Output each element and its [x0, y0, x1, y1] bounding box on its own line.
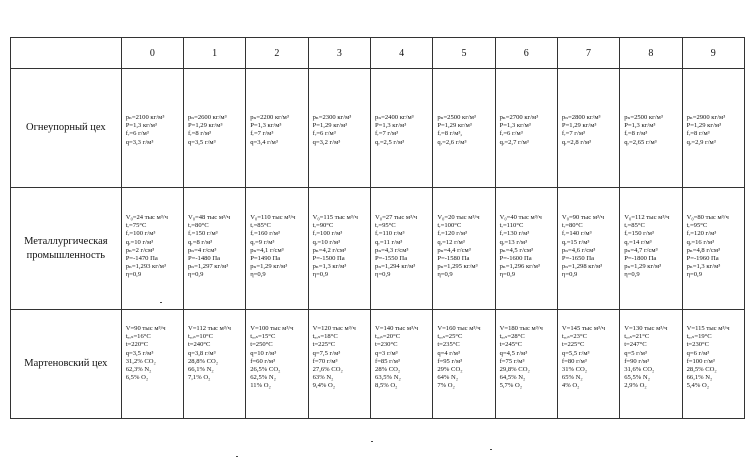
- parameter-line: 65% N₂: [561, 374, 583, 382]
- parameter-line: fᵣ=160 г/м³: [250, 230, 280, 238]
- parameter-line: fᵣ=110 г/м³: [375, 230, 405, 238]
- parameter-line: pₙ=1,29 кг/м³: [250, 263, 288, 271]
- data-cell-variant-0: [121, 310, 183, 419]
- data-cell-variant-4: [371, 310, 433, 419]
- parameter-line: qᵣ=14 г/м³: [624, 238, 652, 246]
- parameter-line: η=0,9: [561, 271, 578, 279]
- parameter-line: qᵣ=2,5 г/м³: [375, 138, 405, 146]
- parameter-line: tᵣ=95°C: [686, 222, 708, 230]
- parameter-line: 63% N₂: [312, 374, 334, 382]
- parameter-line: 31,6% CO₂: [624, 366, 655, 374]
- parameter-line: q=3,3 г/м³: [125, 138, 154, 146]
- scan-speck: [160, 302, 162, 303]
- parameter-line: tₐₒₛ=25°C: [437, 333, 463, 341]
- cell-parameters: [624, 310, 681, 391]
- parameter-line: 29% CO₂: [437, 366, 463, 374]
- cell-parameters: [562, 188, 619, 280]
- parameter-line: q=3,4 г/м³: [250, 138, 278, 146]
- parameter-line: V₀=48 тыс м³/ч: [187, 214, 231, 221]
- row-label: [11, 310, 122, 419]
- parameter-line: 11% O₂: [250, 382, 271, 390]
- data-cell-variant-5: [433, 188, 495, 310]
- parameter-line: q=3 г/м³: [375, 349, 398, 357]
- parameter-line: 29,8% CO₂: [499, 366, 530, 374]
- parameter-line: V=140 тыс м³/ч: [375, 325, 419, 332]
- parameter-line: η=0,9: [624, 271, 640, 279]
- header-variant-5: 5: [433, 38, 495, 69]
- parameter-line: 65,5% N₂: [624, 374, 650, 382]
- parameter-line: tᵣ=110°C: [499, 222, 524, 230]
- header-variant-8: 8: [620, 38, 682, 69]
- parameter-line: η=0,9: [499, 271, 516, 279]
- cell-parameters: [313, 188, 370, 280]
- parameter-line: tₐₒₛ=20°C: [375, 333, 401, 341]
- parameter-line: qᵣ=10 г/м³: [125, 238, 154, 246]
- parameter-line: pₙ=4 г/см³: [187, 246, 217, 254]
- parameter-line: tₐₒₛ=19°C: [686, 333, 712, 341]
- parameter-line: V=90 тыс м³/ч: [125, 325, 166, 332]
- parameter-line: P=-1580 Па: [437, 255, 470, 263]
- data-cell-variant-2: [246, 310, 308, 419]
- parameter-line: P=1,3 кг/м³: [125, 122, 157, 130]
- table-body: [11, 38, 745, 419]
- data-cell-variant-2: [246, 188, 308, 310]
- parameter-line: qᵣ=2,9 г/м³: [686, 138, 716, 146]
- open-hearth-shop-row: [11, 310, 745, 419]
- data-cell-variant-4: [371, 188, 433, 310]
- parameter-line: fᵣ=8 г/м³,: [437, 130, 463, 138]
- parameter-line: tᵣ=95°C: [375, 222, 396, 230]
- parameter-line: t=220°C: [125, 341, 149, 349]
- parameter-line: 4% O₂: [561, 382, 580, 390]
- scan-speck: [371, 441, 373, 442]
- parameter-line: fᵣ=130 г/м³: [499, 230, 530, 238]
- parameter-line: P=1,3 кг/м³: [250, 122, 282, 130]
- parameter-line: pₙ=2100 кг/м³: [125, 114, 165, 121]
- data-cell-variant-0: [121, 188, 183, 310]
- parameter-line: tᵣ=80°C: [187, 222, 209, 230]
- parameter-line: 28% CO₂: [375, 366, 401, 374]
- row-label-line: промышленность: [26, 249, 106, 261]
- parameter-line: V₀=40 тыс м³/ч: [499, 214, 542, 221]
- parameter-line: t=230°C: [375, 341, 398, 349]
- parameter-line: P=1490 Па: [250, 255, 281, 263]
- parameter-line: q=4,5 г/м³: [499, 349, 528, 357]
- parameter-line: pₙ=2 г/см³: [125, 246, 155, 254]
- parameter-line: η=0,9: [250, 271, 266, 279]
- cell-parameters: [562, 310, 619, 391]
- parameter-line: V=120 тыс м³/ч: [312, 325, 356, 332]
- parameter-line: q=5 г/м³: [624, 349, 647, 357]
- parameter-line: 7,1% O₂: [187, 374, 211, 382]
- parameter-line: pₙ=4,8 г/см³: [686, 246, 720, 254]
- parameter-line: η=0,9: [187, 271, 204, 279]
- parameter-line: 62,3% N₂: [125, 366, 152, 374]
- parameter-line: t=247°C: [624, 341, 647, 349]
- parameter-line: pₙ=4,2 г/см³: [312, 246, 346, 254]
- parameter-line: tᵣ=85°C: [624, 222, 645, 230]
- parameter-line: V=145 тыс м³/ч: [561, 325, 606, 332]
- parameter-line: fᵣ=140 г/м³: [561, 230, 592, 238]
- refractory-shop-row: [11, 69, 745, 188]
- parameter-line: 66,1% N₂: [187, 366, 214, 374]
- data-cell-variant-5: [433, 69, 495, 188]
- data-cell-variant-9: [682, 310, 744, 419]
- data-cell-variant-6: [495, 69, 557, 188]
- cell-parameters: [188, 69, 245, 147]
- parameter-line: V=112 тыс м³/ч: [187, 325, 231, 332]
- header-variant-0: 0: [121, 38, 183, 69]
- cell-parameters: [126, 310, 183, 382]
- data-cell-variant-9: [682, 188, 744, 310]
- parameter-line: pₙ=1,3 кг/м³: [686, 263, 721, 271]
- parameter-line: qᵣ=2,65 г/м³: [624, 138, 657, 146]
- parameter-line: pₙ=4,1 г/см³: [250, 246, 284, 254]
- parameter-line: P=-1960 Па: [686, 255, 719, 263]
- metallurgy-row: [11, 188, 745, 310]
- parameter-line: t=225°C: [561, 341, 585, 349]
- parameter-line: fᵣ=7 г/м³: [250, 130, 274, 138]
- parameter-line: qᵣ=2,6 г/м³: [437, 138, 467, 146]
- parameter-line: P=1,29 кг/м³: [312, 122, 348, 130]
- parameter-line: f=70 г/м³: [312, 357, 338, 365]
- cell-parameters: [126, 188, 183, 280]
- parameter-line: tₐₒₛ=28°C: [499, 333, 525, 341]
- parameter-line: f=60 г/м³: [250, 357, 276, 365]
- parameter-line: V=115 тыс м³/ч: [686, 325, 730, 332]
- parameter-line: P=-1470 Па: [125, 255, 158, 263]
- parameter-line: 31% CO₂: [561, 366, 588, 374]
- parameter-line: 28,5% CO₂: [686, 366, 717, 374]
- cell-parameters: [624, 69, 681, 147]
- cell-parameters: [313, 310, 370, 391]
- parameter-line: pₙ=1,296 кг/м³: [499, 263, 540, 271]
- parameter-line: f=95 г/м³: [437, 357, 463, 365]
- parameter-line: fᵣ=8 г/м³: [686, 130, 710, 138]
- cell-parameters: [624, 188, 681, 280]
- parameter-line: t=250°C: [250, 341, 273, 349]
- parameter-line: f=80 г/м³: [561, 357, 587, 365]
- data-cell-variant-1: [183, 310, 245, 419]
- header-variant-9: 9: [682, 38, 744, 69]
- data-cell-variant-3: [308, 188, 370, 310]
- cell-parameters: [687, 69, 744, 147]
- parameter-line: P=-1480 Па: [187, 255, 221, 263]
- parameter-line: qᵣ=2,8 г/м³: [561, 138, 592, 146]
- parameter-line: 5,4% O₂: [686, 382, 710, 390]
- parameter-line: pₙ=2600 кг/м³: [187, 114, 227, 121]
- data-cell-variant-4: [371, 69, 433, 188]
- parameter-line: V=180 тыс м³/ч: [499, 325, 543, 332]
- cell-parameters: [188, 188, 245, 280]
- data-cell-variant-8: [620, 310, 682, 419]
- data-cell-variant-0: [121, 69, 183, 188]
- parameter-line: fᵣ=6 г/м³: [312, 130, 336, 138]
- parameter-line: fᵣ=8 г/м³: [624, 130, 648, 138]
- parameter-line: P=-1550 Па: [375, 255, 408, 263]
- parameter-line: qᵣ=9 г/м³: [250, 238, 275, 246]
- parameter-line: pₙ=1,293 кг/м³: [125, 263, 166, 271]
- parameter-line: pₙ=1,295 кг/м³: [437, 263, 478, 271]
- cell-parameters: [375, 69, 432, 147]
- parameter-line: P=1,29 кг/м³: [561, 122, 597, 130]
- parameter-line: q=3,5 г/м³: [187, 138, 216, 146]
- header-variant-4: 4: [371, 38, 433, 69]
- parameter-line: t=240°C: [187, 341, 211, 349]
- cell-parameters: [250, 69, 307, 147]
- parameter-line: q=7,5 г/м³: [312, 349, 341, 357]
- parameter-line: fᵣ=120 г/м³: [686, 230, 717, 238]
- cell-parameters: [313, 69, 370, 147]
- parameter-line: q=10 г/м³: [250, 349, 277, 357]
- parameter-line: V₀=90 тыс м³/ч: [561, 214, 605, 221]
- parameter-line: 64,5% N₂: [499, 374, 526, 382]
- parameter-line: η=0,9: [437, 271, 453, 279]
- parameter-line: fᵣ=7 г/м³: [561, 130, 585, 138]
- parameter-line: V₀=110 тыс м³/ч: [250, 214, 296, 221]
- parameter-line: qᵣ=8 г/м³: [187, 238, 213, 246]
- cell-parameters: [188, 310, 245, 382]
- row-label-line: Металлургическая: [24, 235, 108, 247]
- parameter-line: f=90 г/м³: [624, 357, 650, 365]
- parameter-line: V₀=80 тыс м³/ч: [686, 214, 729, 221]
- cell-parameters: [562, 69, 619, 147]
- parameter-line: qᵣ=11 г/м³: [375, 238, 403, 246]
- parameter-line: q=6 г/м³: [686, 349, 710, 357]
- scan-speck: [490, 449, 492, 450]
- parameter-line: P=1,3 кг/м³: [375, 122, 407, 130]
- row-label-line: Мартеновский цех: [24, 358, 108, 370]
- parameter-line: q=3,5 г/м³: [125, 349, 154, 357]
- parameter-line: tᵣ=90°C: [312, 222, 334, 230]
- parameter-line: fᵣ=120 г/м³: [437, 230, 467, 238]
- parameter-line: V₀=115 тыс м³/ч: [312, 214, 358, 221]
- parameter-line: q=5,5 г/м³: [561, 349, 590, 357]
- cell-parameters: [500, 188, 557, 280]
- data-cell-variant-3: [308, 310, 370, 419]
- parameter-line: pₙ=4,3 г/см³: [375, 246, 409, 254]
- header-row: [11, 38, 745, 69]
- cell-parameters: [126, 69, 183, 147]
- parameter-line: V₀=112 тыс м³/ч: [624, 214, 670, 221]
- parameter-line: qᵣ=15 г/м³: [561, 238, 590, 246]
- data-cell-variant-1: [183, 69, 245, 188]
- parameter-line: pₙ=4,6 г/см³: [561, 246, 596, 254]
- parameter-line: pₙ=2300 кг/м³: [312, 114, 352, 121]
- parameter-line: 28,8% CO₂: [187, 357, 219, 365]
- parameter-line: P=1,29 кг/м³: [686, 122, 722, 130]
- parameter-line: tₐₒₛ=23°C: [561, 333, 588, 341]
- parameter-line: tᵣ=85°C: [250, 222, 271, 230]
- parameter-line: 6,5% O₂: [125, 374, 149, 382]
- parameter-line: t=230°C: [686, 341, 710, 349]
- parameter-line: fᵣ=150 г/м³: [624, 230, 654, 238]
- parameter-line: fᵣ=8 г/м³: [187, 130, 212, 138]
- parameter-line: tᵣ=75°C: [125, 222, 147, 230]
- parameter-line: 31,2% CO₂: [125, 357, 156, 365]
- data-cell-variant-8: [620, 69, 682, 188]
- parameter-line: tₐₒₛ=18°C: [312, 333, 338, 341]
- parameter-line: η=0,9: [375, 271, 391, 279]
- parameter-line: pₙ=1,3 кг/м³: [312, 263, 347, 271]
- header-variant-3: 3: [308, 38, 370, 69]
- parameter-line: fᵣ=7 г/м³: [375, 130, 399, 138]
- parameter-line: η=0,9: [686, 271, 703, 279]
- data-cell-variant-7: [557, 188, 619, 310]
- parameter-line: f=100 г/м³: [686, 357, 715, 365]
- cell-parameters: [375, 310, 432, 391]
- data-cell-variant-6: [495, 310, 557, 419]
- header-variant-7: 7: [557, 38, 619, 69]
- parameter-line: P=-1800 Па: [624, 255, 657, 263]
- parameter-line: fᵣ=6 г/м³: [499, 130, 523, 138]
- scan-speck: [236, 456, 238, 457]
- parameter-line: 2,9% O₂: [624, 382, 647, 390]
- parameter-line: P=-1500 Па: [312, 255, 345, 263]
- parameter-line: η=0,9: [125, 271, 142, 279]
- header-corner-cell: [11, 38, 122, 69]
- parameter-line: 7% O₂: [437, 382, 455, 390]
- parameter-line: qᵣ=2,7 г/м³: [499, 138, 529, 146]
- parameter-line: fᵣ=100 г/м³: [312, 230, 343, 238]
- parameter-line: V₀=27 тыс м³/ч: [375, 214, 418, 221]
- parameter-line: 66,1% N₂: [686, 374, 713, 382]
- parameter-line: pₙ=1,294 кг/м³: [375, 263, 416, 271]
- cell-parameters: [250, 310, 307, 391]
- parameter-line: qᵣ=12 г/м³: [437, 238, 465, 246]
- row-label: [11, 188, 122, 310]
- parameter-line: pₙ=2700 кг/м³: [499, 114, 539, 121]
- header-variant-2: 2: [246, 38, 308, 69]
- data-cell-variant-6: [495, 188, 557, 310]
- parameter-line: q=3,8 г/м³: [187, 349, 216, 357]
- parameter-line: tᵣ=80°C: [561, 222, 583, 230]
- parameter-line: qᵣ=10 г/м³: [312, 238, 341, 246]
- header-variant-1: 1: [183, 38, 245, 69]
- parameter-line: pₙ=1,29 кг/м³: [624, 263, 662, 271]
- parameter-line: fᵣ=150 г/м³: [187, 230, 218, 238]
- cell-parameters: [687, 188, 744, 280]
- parameter-line: 62,5% N₂: [250, 374, 276, 382]
- parameter-line: pₙ=2500 кг/м³: [437, 114, 476, 121]
- parameter-line: tₐₒₛ=15°C: [250, 333, 276, 341]
- parameter-line: V=100 тыс м³/ч: [250, 325, 294, 332]
- parameter-line: 5,7% O₂: [499, 382, 523, 390]
- parameter-line: V₀=24 тыс м³/ч: [125, 214, 168, 221]
- parameter-line: q=4 г/м³: [437, 349, 460, 357]
- parameter-line: P=1,3 кг/м³: [499, 122, 531, 130]
- parameter-line: tₐₒₛ=21°C: [624, 333, 650, 341]
- parameter-line: t=225°C: [312, 341, 336, 349]
- parameter-line: 9,4% O₂: [312, 382, 336, 390]
- parameter-line: tₐₒₛ=16°C: [125, 333, 151, 341]
- parameter-line: 27,6% CO₂: [312, 366, 343, 374]
- parameter-line: 63,5% N₂: [375, 374, 401, 382]
- parameter-line: V=160 тыс м³/ч: [437, 325, 481, 332]
- parameter-line: q=3,2 г/м³: [312, 138, 341, 146]
- parameter-line: pₙ=4,4 г/см³: [437, 246, 471, 254]
- data-cell-variant-5: [433, 310, 495, 419]
- data-cell-variant-9: [682, 69, 744, 188]
- parameter-line: η=0,9: [312, 271, 329, 279]
- parameter-line: P=-1600 Па: [499, 255, 532, 263]
- parameter-line: t=245°C: [499, 341, 523, 349]
- parameter-line: P=1,29 кг/м³: [187, 122, 223, 130]
- parameter-line: 8,5% O₂: [375, 382, 398, 390]
- cell-parameters: [500, 310, 557, 391]
- parameter-line: pₙ=2200 кг/м³: [250, 114, 289, 121]
- parameter-line: pₙ=1,297 кг/м³: [187, 263, 229, 271]
- data-cell-variant-8: [620, 188, 682, 310]
- parameter-line: P=1,3 кг/м³: [624, 122, 656, 130]
- parameter-line: V=130 тыс м³/ч: [624, 325, 668, 332]
- parameter-line: f=75 г/м³: [499, 357, 525, 365]
- parameter-line: qᵣ=13 г/м³: [499, 238, 528, 246]
- parameter-line: pₙ=2400 кг/м³: [375, 114, 414, 121]
- parameter-line: pₙ=1,298 кг/м³: [561, 263, 603, 271]
- parameter-line: 64% N₂: [437, 374, 459, 382]
- parameter-line: t=235°C: [437, 341, 460, 349]
- data-cell-variant-7: [557, 69, 619, 188]
- cell-parameters: [250, 188, 307, 280]
- parameter-line: tᵣ=100°C: [437, 222, 462, 230]
- parameter-line: pₙ=4,5 г/см³: [499, 246, 533, 254]
- data-cell-variant-7: [557, 310, 619, 419]
- parameter-line: V₀=20 тыс м³/ч: [437, 214, 480, 221]
- parameter-line: pₙ=2500 кг/м³: [624, 114, 663, 121]
- header-variant-6: 6: [495, 38, 557, 69]
- parameter-line: 26,5% CO₂: [250, 366, 281, 374]
- data-cell-variant-3: [308, 69, 370, 188]
- data-cell-variant-1: [183, 188, 245, 310]
- parameter-line: P=-1650 Па: [561, 255, 595, 263]
- variants-table: [10, 37, 745, 419]
- parameter-line: pₙ=4,7 г/см³: [624, 246, 658, 254]
- data-cell-variant-2: [246, 69, 308, 188]
- cell-parameters: [437, 188, 494, 280]
- cell-parameters: [437, 69, 494, 147]
- row-label: [11, 69, 122, 188]
- parameter-line: fᵣ=6 г/м³: [125, 130, 149, 138]
- parameter-line: fᵣ=100 г/м³: [125, 230, 156, 238]
- cell-parameters: [500, 69, 557, 147]
- parameter-line: pₙ=2800 кг/м³: [561, 114, 601, 121]
- cell-parameters: [437, 310, 494, 391]
- cell-parameters: [375, 188, 432, 280]
- cell-parameters: [687, 310, 744, 391]
- parameter-line: pₙ=2900 кг/м³: [686, 114, 726, 121]
- parameter-line: qᵣ=16 г/м³: [686, 238, 715, 246]
- parameter-line: P=1,29 кг/м³: [437, 122, 472, 130]
- parameter-line: f=85 г/м³: [375, 357, 400, 365]
- parameter-line: tₐₒₛ=10°C: [187, 333, 214, 341]
- row-label-line: Огнеупорный цех: [26, 122, 106, 134]
